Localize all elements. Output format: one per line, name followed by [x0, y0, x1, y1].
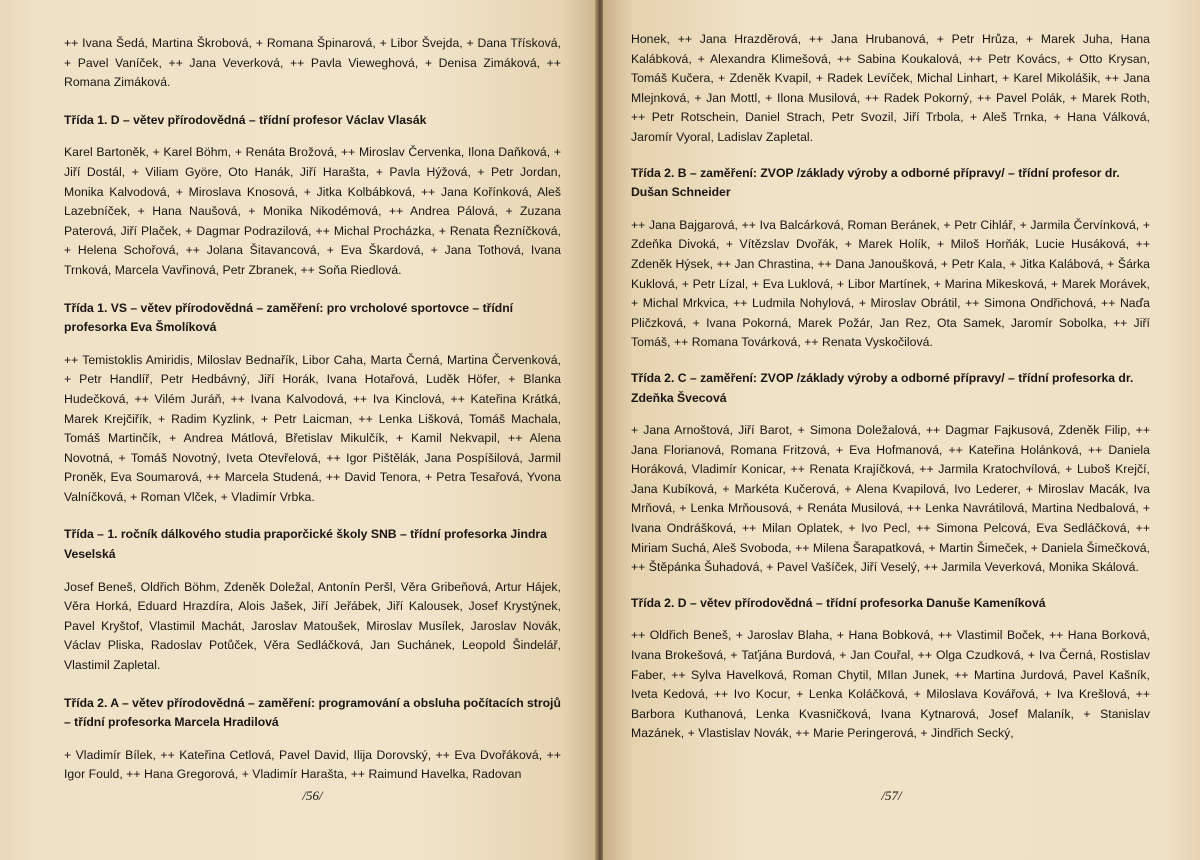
class-heading: Třída 2. A – větev přírodovědná – zaměření: programování a obsluha počítacích strojů – třídní profesorka Marcela Hradilová [64, 695, 561, 730]
right-page-intro: Honek, ++ Jana Hrazděrová, ++ Jana Hrubanová, + Petr Hrůza, + Marek Juha, Hana Kalábková, + Alexandra Klimešová, ++ Sabina Koukalová, ++ Petr Kovács, + Otto Krysan, Tomáš Kučera, + Zdeněk Kvapil, + Radek Levíček, Michal Linhart, + Karel Mikolášik, ++ Jana Mlejnková, + Jan Mottl, + Ilona Musilová, ++ Radek Pokorný, ++ Pavel Polák, + Marek Roth, ++ Petr Rotschein, Daniel Strach, Petr Svozil, Jiří Trbola, + Aleš Trnka, + Hana Válková, Jaromír Vyoral, Ladislav Zapletal. [631, 32, 1150, 144]
class-heading: Třída 2. D – větev přírodovědná – třídní profesorka Danuše Kameníková [631, 595, 1046, 610]
class-section-2c [631, 369, 1150, 578]
class-section-2b [631, 164, 1150, 353]
class-section-2d [631, 594, 1150, 744]
class-student-list: + Vladimír Bílek, ++ Kateřina Cetlová, Pavel David, Ilija Dorovský, ++ Eva Dvořáková, ++ Igor Fould, ++ Hana Gregorová, + Vladimír Harašta, ++ Raimund Havelka, Radovan [64, 747, 561, 782]
class-student-list: ++ Oldřich Beneš, + Jaroslav Blaha, + Hana Bobková, ++ Vlastimil Boček, ++ Hana Borková, Ivana Brokešová, + Taťjána Burdová, + Jan Couřal, ++ Olga Czudková, + Iva Černá, Rostislav Faber, ++ Sylva Havelková, Roman Chytil, MIlan Junek, ++ Martina Jurdová, Pavel Kašník, Iveta Kedová, ++ Ivo Kocur, + Lenka Koláčková, + Miloslava Kovářová, + Iva Krešlová, ++ Barbora Kuthanová, Lenka Kvasničková, Ivana Kytnarová, Josef Malaník, + Stanislav Mazánek, + Vlastislav Novák, ++ Marie Peringerová, + Jindřich Secký, [631, 628, 1150, 741]
class-section-2a [64, 694, 561, 785]
class-student-list: + Jana Arnoštová, Jiří Barot, + Simona Doležalová, ++ Dagmar Fajkusová, Zdeněk Filip, ++ Jana Florianová, Romana Fritzová, + Eva Hofmanová, ++ Kateřina Holánková, ++ Daniela Horáková, Vladimír Konicar, ++ Renata Krajíčková, ++ Jarmila Kratochvílová, + Luboš Krejčí, Jana Kubíková, + Markéta Kučerová, + Alena Kvapilová, Ivo Lederer, + Miroslav Macák, Iva Mrňová, + Lenka Mrňousová, + Renáta Musilová, ++ Lenka Navrátilová, Martina Nedbalová, + Ivana Ondrášková, ++ Milan Oplatek, + Ivo Pecl, ++ Simona Pelcová, Eva Sedláčková, ++ Miriam Suchá, Aleš Svoboda, ++ Milena Šarapatková, + Martin Šimeček, + Daniela Šimečková, ++ Štěpánka Šuhadová, + Pavel Vašíček, Jiří Veselý, ++ Jarmila Veverková, Monika Skálová. [631, 423, 1150, 575]
class-section-1vs [64, 299, 561, 508]
right-page [603, 0, 1200, 860]
left-page-intro: ++ Ivana Šedá, Martina Škrobová, + Romana Špinarová, + Libor Švejda, + Dana Třísková, + Pavel Vaníček, ++ Jana Veverková, ++ Pavla Vieweghová, + Denisa Zimáková, ++ Romana Zimáková. [64, 36, 561, 90]
class-student-list: Josef Beneš, Oldřich Böhm, Zdeněk Doležal, Antonín Peršl, Věra Gribeňová, Artur Hájek, Věra Horká, Eduard Hrazdíra, Alois Jašek, Jiří Jeřábek, Jiří Kalousek, Josef Krystýnek, Pavel Kryštof, Vlastimil Machát, Jaroslav Matoušek, Miroslav Musílek, Jaroslav Novák, Václav Pliska, Radoslav Potůček, Věra Sedláčková, Jan Suchánek, Leopold Šindelář, Vlastimil Zapletal. [64, 579, 561, 673]
class-student-list: ++ Jana Bajgarová, ++ Iva Balcárková, Roman Beránek, + Petr Cihlář, + Jarmila Červínková, + Zdeňka Divoká, + Vítězslav Dvořák, + Marek Holík, + Miloš Horňák, Lucie Husáková, ++ Zdeněk Hýsek, ++ Jan Chrastina, ++ Dana Janoušková, + Petr Kala, + Jitka Kalábová, + Šárka Kuklová, + Petr Lízal, + Eva Luklová, + Libor Martínek, + Marina Mikesková, + Marek Morávek, + Michal Mrkvica, ++ Ludmila Nohylová, + Miroslav Obrátil, ++ Simona Ondřichová, ++ Naďa Pličzková, + Ivana Pokorná, Marek Požár, Jan Rez, Ota Samek, Jaromír Sobolka, ++ Jiří Tomáš, ++ Romana Továrková, ++ Renata Vyskočilová. [631, 217, 1150, 350]
class-section-1d [64, 111, 561, 281]
class-heading: Třída – 1. ročník dálkového studia praporčické školy SNB – třídní profesorka Jindra Veselská [64, 527, 547, 562]
page-number: /57/ [881, 788, 902, 803]
class-student-list: ++ Temistoklis Amiridis, Miloslav Bednařík, Libor Caha, Marta Černá, Martina Červenková, + Petr Handlíř, Petr Hedbávný, Jiří Horák, Ivana Hotařová, Luděk Höfer, + Blanka Hudečková, ++ Vilém Juráň, ++ Ivana Kalvodová, ++ Iva Kinclová, ++ Kateřina Krátká, Marek Krejčiřík, + Radim Kyzlink, + Petr Laicman, ++ Lenka Lišková, Tomáš Machala, Tomáš Martinčík, + Andrea Mátlová, Břetislav Mikulčík, + Kamil Nekvapil, ++ Alena Novotná, + Tomáš Novotný, Iveta Otevřelová, ++ Igor Pištělák, Jana Pospíšilová, Jarmil Proněk, Eva Soumarová, ++ Marcela Studená, ++ David Tenora, + Petra Tesařová, Yvona Valníčková, + Roman Vlček, + Vladimír Vrbka. [64, 352, 561, 504]
class-heading: Třída 2. B – zaměření: ZVOP /základy výroby a odborné přípravy/ – třídní profesor dr. Dušan Schneider [631, 165, 1120, 200]
left-page [0, 0, 597, 860]
class-section-snb [64, 525, 561, 675]
class-heading: Třída 2. C – zaměření: ZVOP /základy výroby a odborné přípravy/ – třídní profesorka dr. Zdeňka Švecová [631, 370, 1134, 405]
class-student-list: Karel Bartoněk, + Karel Böhm, + Renáta Brožová, ++ Miroslav Červenka, Ilona Daňková, + Jiří Dostál, + Viliam Györe, Oto Hanák, Jiří Harašta, + Pavla Hýžová, + Petr Jordan, Monika Kalvodová, + Miroslava Knosová, + Jitka Kolbábková, ++ Jana Kořínková, Aleš Lazebníček, + Hana Naušová, + Monika Nikodémová, ++ Andrea Pálová, + Zuzana Paterová, Jiří Plaček, + Dagmar Podrazilová, ++ Michal Procházka, + Renata Řezníčková, + Helena Schořová, ++ Jolana Šitavancová, + Eva Škardová, + Jana Tothová, Ivana Trnková, Marcela Vavřinová, Petr Zbranek, ++ Soňa Riedlová. [64, 145, 561, 277]
class-heading: Třída 1. VS – větev přírodovědná – zaměření: pro vrcholové sportovce – třídní profesorka Eva Šmolíková [64, 300, 514, 335]
class-heading: Třída 1. D – větev přírodovědná – třídní profesor Václav Vlasák [64, 112, 427, 127]
page-number: /56/ [302, 788, 323, 803]
